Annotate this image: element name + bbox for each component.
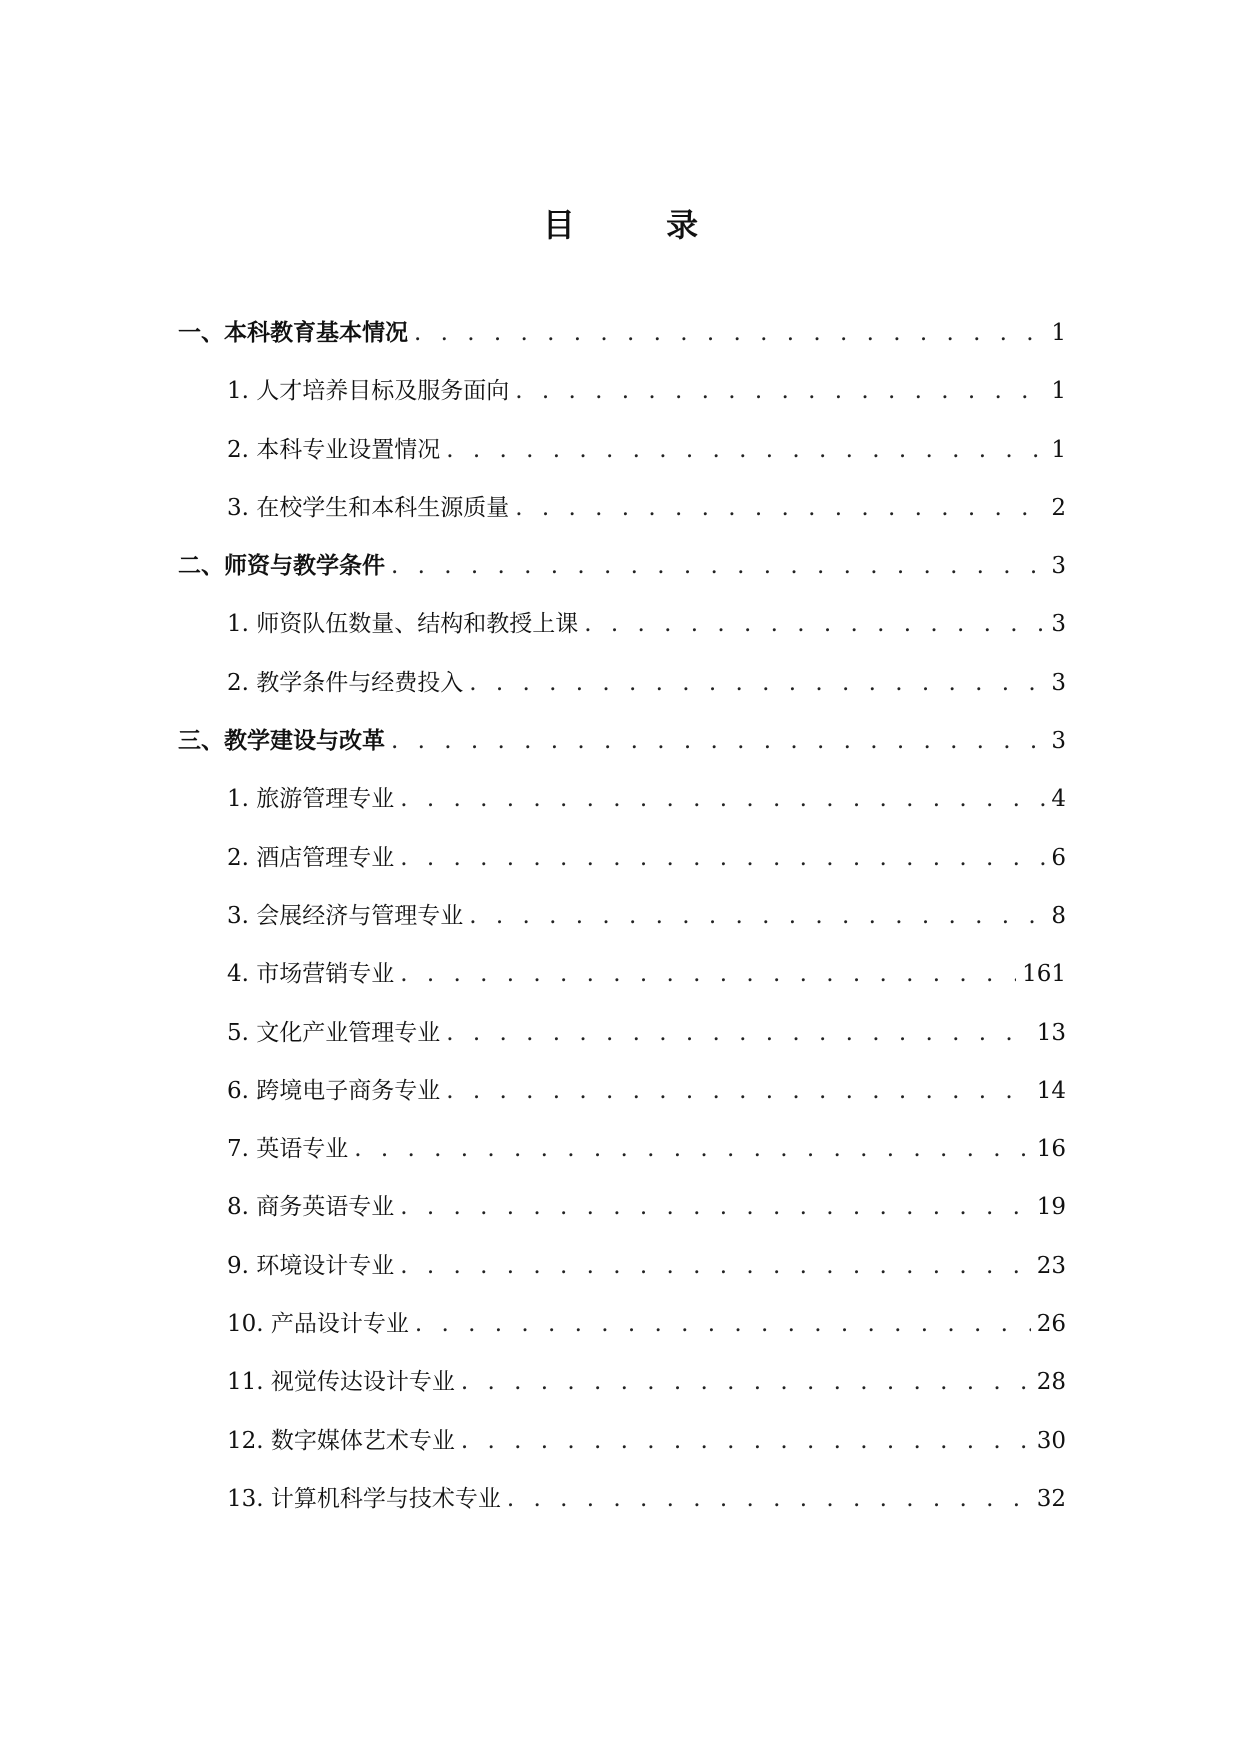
toc-entry[interactable] (178, 726, 1066, 784)
toc-entry-title: 5. 文化产业管理专业 (227, 1019, 441, 1046)
toc-leader-dots (507, 1484, 1031, 1514)
toc-leader-dots (515, 493, 1045, 523)
toc-leader-dots (415, 1309, 1031, 1339)
toc-leader-dots (400, 1192, 1030, 1222)
toc-entry[interactable] (178, 1484, 1066, 1542)
toc-entry-title: 3. 会展经济与管理专业 (227, 902, 464, 929)
toc-entry[interactable] (178, 1309, 1066, 1367)
toc-leader-dots (515, 376, 1045, 406)
toc-entry-title: 8. 商务英语专业 (227, 1194, 395, 1221)
toc-page-number: 4 (1051, 786, 1066, 813)
toc-entry[interactable] (178, 551, 1066, 609)
toc-page-number: 3 (1051, 728, 1066, 755)
toc-entry[interactable] (178, 843, 1066, 901)
toc-entry[interactable] (178, 959, 1066, 1017)
toc-entry[interactable] (178, 1426, 1066, 1484)
toc-page-number: 2 (1051, 494, 1066, 521)
toc-entry[interactable] (178, 1192, 1066, 1250)
toc-leader-dots (469, 668, 1045, 698)
table-of-contents (178, 318, 1066, 1542)
toc-entry-title: 6. 跨境电子商务专业 (227, 1077, 441, 1104)
toc-leader-dots (391, 551, 1045, 581)
toc-entry[interactable] (178, 1076, 1066, 1134)
toc-leader-dots (584, 609, 1045, 639)
toc-page-number: 161 (1022, 961, 1066, 988)
toc-page-number: 3 (1051, 553, 1066, 580)
toc-entry[interactable] (178, 318, 1066, 376)
toc-page-number: 32 (1036, 1485, 1066, 1512)
toc-page-number: 1 (1051, 378, 1066, 405)
toc-entry-title: 1. 人才培养目标及服务面向 (227, 378, 510, 405)
toc-page-number: 14 (1036, 1077, 1066, 1104)
toc-page-number: 30 (1036, 1427, 1066, 1454)
toc-leader-dots (354, 1134, 1030, 1164)
toc-entry-title: 11. 视觉传达设计专业 (227, 1369, 455, 1396)
toc-page-number: 1 (1051, 320, 1066, 346)
toc-entry[interactable] (178, 1134, 1066, 1192)
toc-entry[interactable] (178, 1367, 1066, 1425)
toc-entry-title: 9. 环境设计专业 (227, 1252, 395, 1279)
toc-leader-dots (391, 726, 1045, 756)
toc-entry-title: 3. 在校学生和本科生源质量 (227, 494, 510, 521)
toc-page-number: 3 (1051, 669, 1066, 696)
toc-page-number: 19 (1036, 1194, 1066, 1221)
toc-page-number: 16 (1036, 1136, 1066, 1163)
toc-entry-title: 1. 师资队伍数量、结构和教授上课 (227, 611, 579, 638)
toc-entry[interactable] (178, 1251, 1066, 1309)
toc-leader-dots (400, 843, 1045, 873)
toc-entry-title: 一、本科教育基本情况 (178, 320, 408, 346)
page-title: 目 录 (542, 206, 739, 245)
toc-entry-title: 2. 酒店管理专业 (227, 844, 395, 871)
toc-leader-dots (400, 1251, 1030, 1281)
toc-entry-title: 7. 英语专业 (227, 1136, 349, 1163)
toc-leader-dots (469, 901, 1045, 931)
toc-entry[interactable] (178, 493, 1066, 551)
toc-entry[interactable] (178, 668, 1066, 726)
toc-leader-dots (414, 318, 1045, 348)
toc-leader-dots (461, 1367, 1031, 1397)
toc-entry-title: 4. 市场营销专业 (227, 961, 395, 988)
toc-leader-dots (400, 784, 1045, 814)
toc-leader-dots (461, 1426, 1031, 1456)
toc-entry-title: 10. 产品设计专业 (227, 1311, 409, 1338)
toc-entry-title: 12. 数字媒体艺术专业 (227, 1427, 455, 1454)
toc-page-number: 3 (1051, 611, 1066, 638)
toc-page-number: 6 (1051, 844, 1066, 871)
toc-entry-title: 2. 本科专业设置情况 (227, 436, 441, 463)
toc-page-number: 23 (1036, 1252, 1066, 1279)
toc-page-number: 26 (1036, 1311, 1066, 1338)
toc-entry-title: 二、师资与教学条件 (178, 553, 385, 580)
toc-entry-title: 2. 教学条件与经费投入 (227, 669, 464, 696)
toc-page-number: 13 (1036, 1019, 1066, 1046)
toc-entry-title: 1. 旅游管理专业 (227, 786, 395, 813)
toc-leader-dots (446, 1076, 1030, 1106)
toc-leader-dots (446, 1018, 1030, 1048)
toc-entry[interactable] (178, 435, 1066, 493)
toc-page-number: 1 (1051, 436, 1066, 463)
toc-entry[interactable] (178, 1018, 1066, 1076)
toc-entry-title: 13. 计算机科学与技术专业 (227, 1485, 501, 1512)
toc-entry-title: 三、教学建设与改革 (178, 728, 385, 755)
toc-entry[interactable] (178, 609, 1066, 667)
toc-entry[interactable] (178, 376, 1066, 434)
toc-entry[interactable] (178, 784, 1066, 842)
toc-page-number: 8 (1051, 902, 1066, 929)
toc-leader-dots (446, 435, 1045, 465)
toc-page-number: 28 (1036, 1369, 1066, 1396)
toc-entry[interactable] (178, 901, 1066, 959)
toc-leader-dots (400, 959, 1016, 989)
